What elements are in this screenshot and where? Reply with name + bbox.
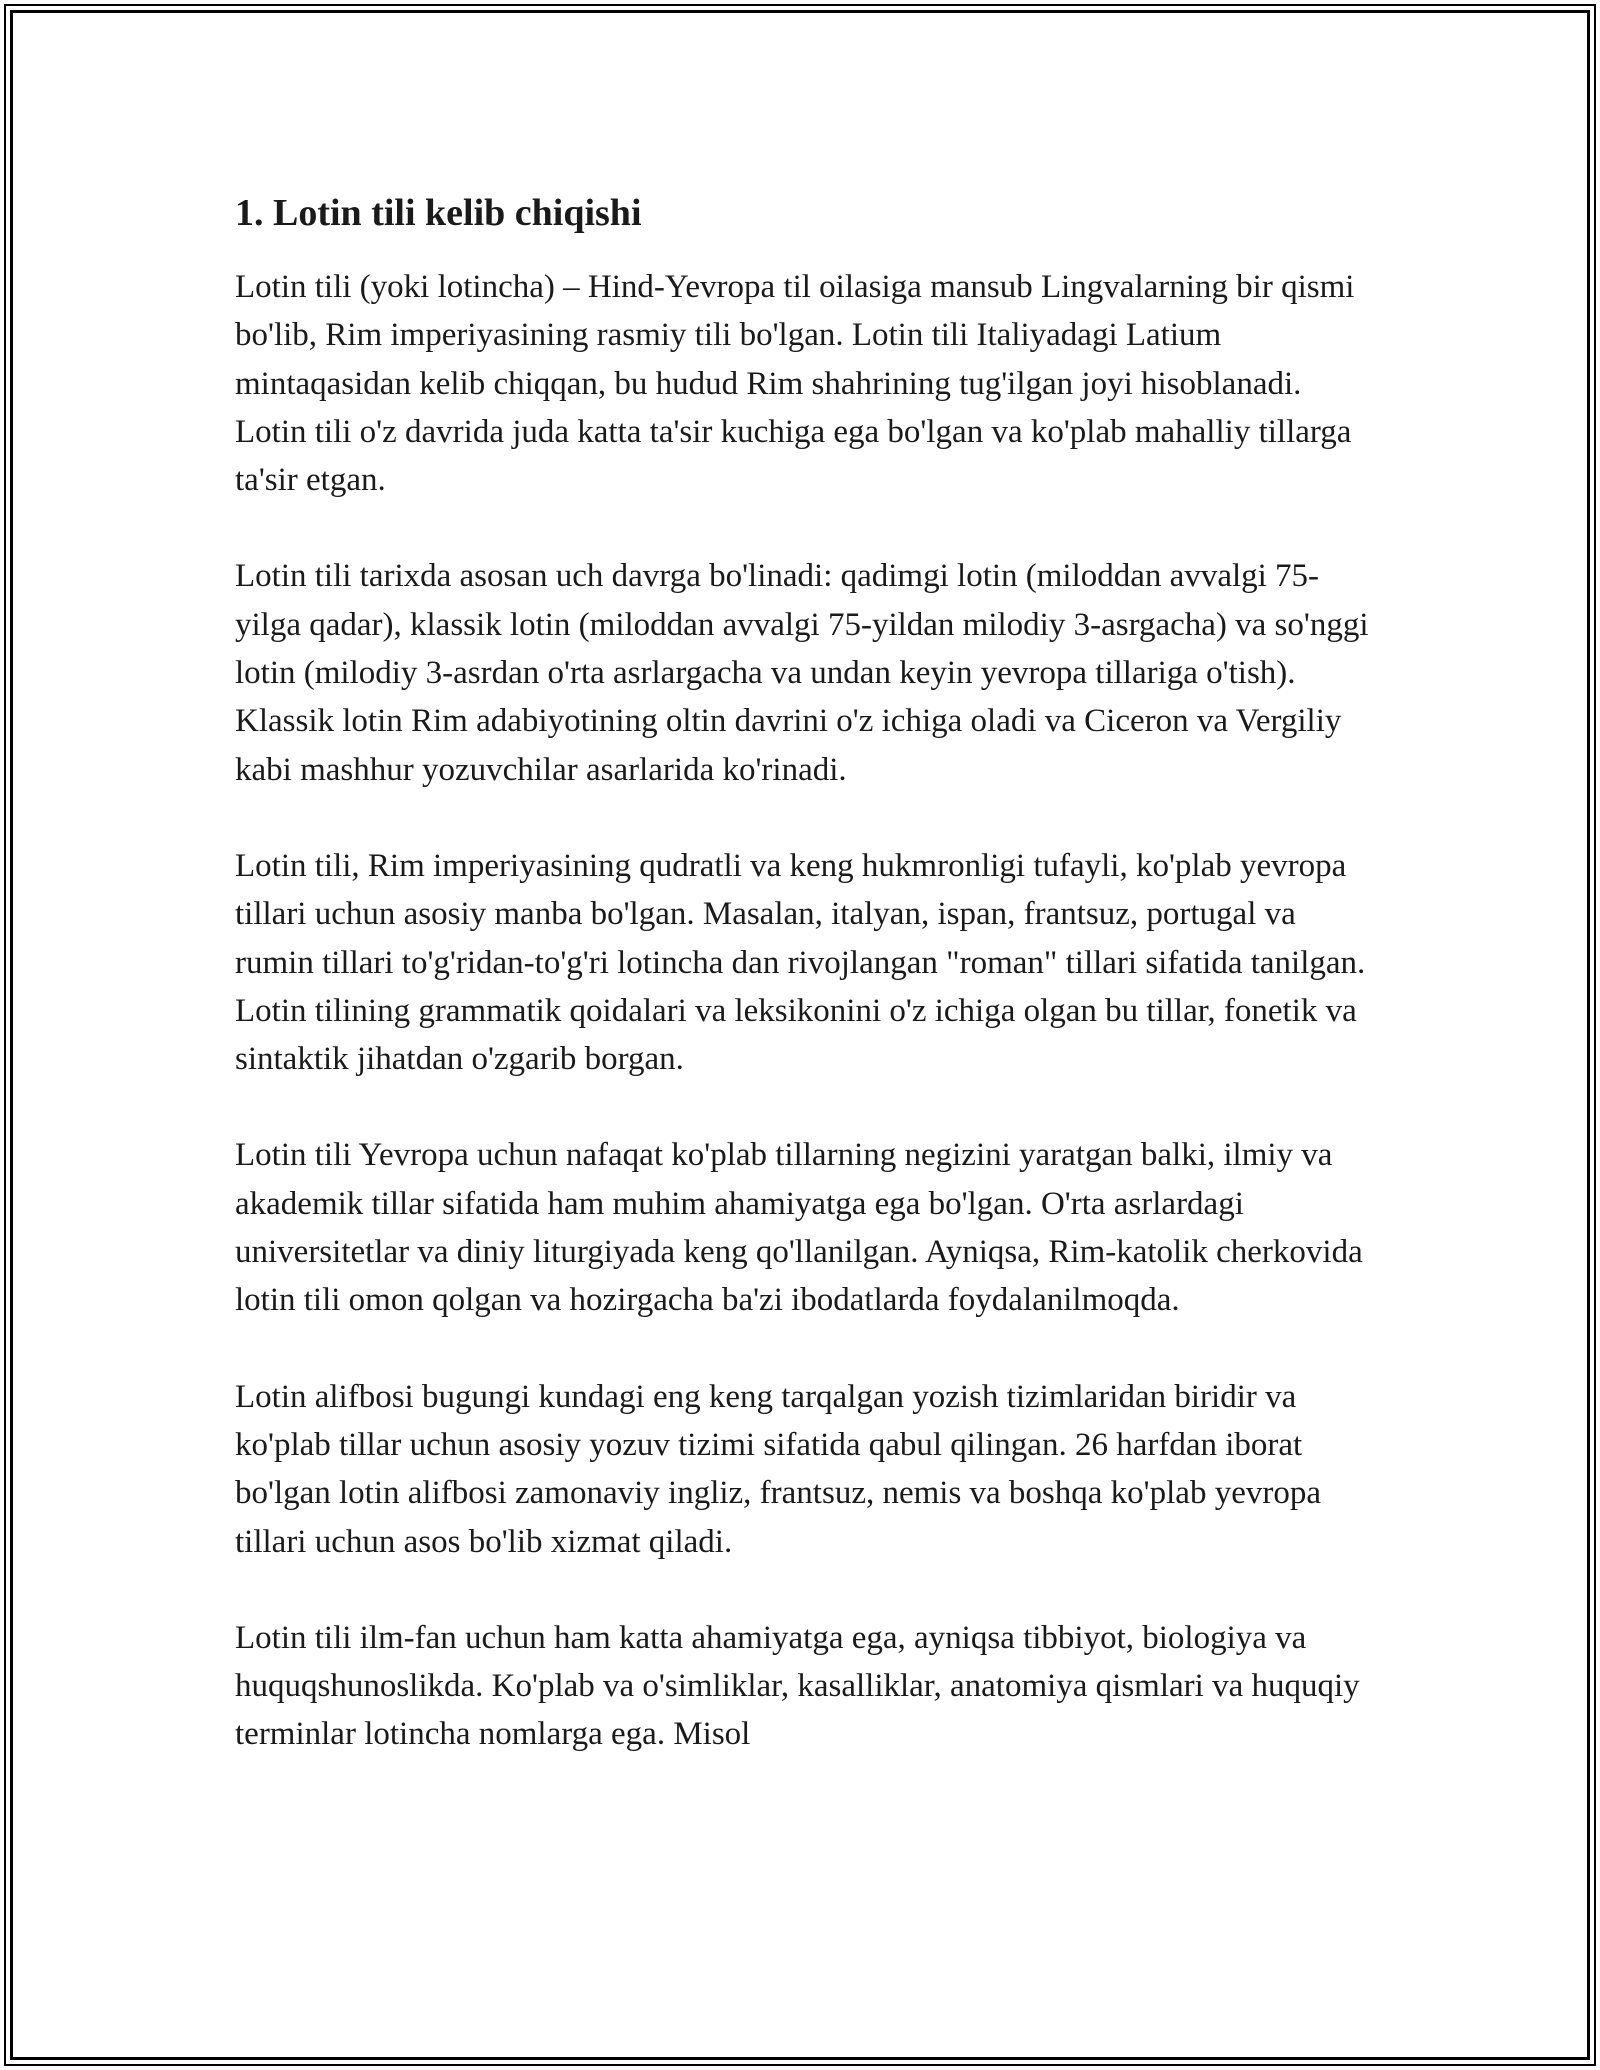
paragraph-academic-use: Lotin tili Yevropa uchun nafaqat ko'plab tillarning negizini yaratgan balki, ilmiy va akademik tillar sifatida ham muhim ahamiyatga ega bo'lgan. O'rta asrlardagi universitetlar va diniy liturgiyada keng qo'llanilgan. Ayniqsa, Rim-katolik cherkovida lotin tili omon qolgan va hozirgacha ba'zi ibodatlarda foydalanilmoqda. — [235, 1137, 1363, 1319]
paragraph-romance-languages: Lotin tili, Rim imperiyasining qudratli va keng hukmronligi tufayli, ko'plab yevropa tillari uchun asosiy manba bo'lgan. Masalan, italyan, ispan, frantsuz, portugal va rumin tillari to'g'ridan-to'g'ri lotincha dan rivojlangan "roman" tillari sifatida tanilgan. Lotin tilining grammatik qoidalari va leksikonini o'z ichiga olgan bu tillar, fonetik va sintaktik jihatdan o'zgarib borgan. — [235, 847, 1366, 1078]
paragraph-periods: Lotin tili tarixda asosan uch davrga bo'linadi: qadimgi lotin (miloddan avvalgi 75-yilga qadar), klassik lotin (miloddan avvalgi 75-yildan milodiy 3-asrgacha) va so'nggi lotin (milodiy 3-asrdan o'rta asrlargacha va undan keyin yevropa tillariga o'tish). Klassik lotin Rim adabiyotining oltin davrini o'z ichiga oladi va Ciceron va Vergiliy kabi mashhur yozuvchilar asarlarida ko'rinadi. — [235, 558, 1369, 788]
page-title: 1. Lotin tili kelib chiqishi — [235, 192, 642, 234]
document-body — [235, 185, 1375, 1807]
paragraph-science: Lotin tili ilm-fan uchun ham katta ahamiyatga ega, ayniqsa tibbiyot, biologiya va huquqshunoslikda. Ko'plab va o'simliklar, kasalliklar, anatomiya qismlari va huquqiy terminlar lotincha nomlarga ega. Misol — [235, 1619, 1360, 1753]
paragraph-alphabet: Lotin alifbosi bugungi kundagi eng keng tarqalgan yozish tizimlaridan biridir va ko'plab tillar uchun asosiy yozuv tizimi sifatida qabul qilingan. 26 harfdan iborat bo'lgan lotin alifbosi zamonaviy ingliz, frantsuz, nemis va boshqa ko'plab yevropa tillari uchun asos bo'lib xizmat qiladi. — [235, 1378, 1321, 1560]
paragraph-origin: Lotin tili (yoki lotincha) – Hind-Yevropa til oilasiga mansub Lingvalarning bir qismi bo'lib, Rim imperiyasining rasmiy tili bo'lgan. Lotin tili Italiyadagi Latium mintaqasidan kelib chiqqan, bu hudud Rim shahrining tug'ilgan joyi hisoblanadi. Lotin tili o'z davrida juda katta ta'sir kuchiga ega bo'lgan va ko'plab mahalliy tillarga ta'sir etgan. — [235, 269, 1355, 499]
